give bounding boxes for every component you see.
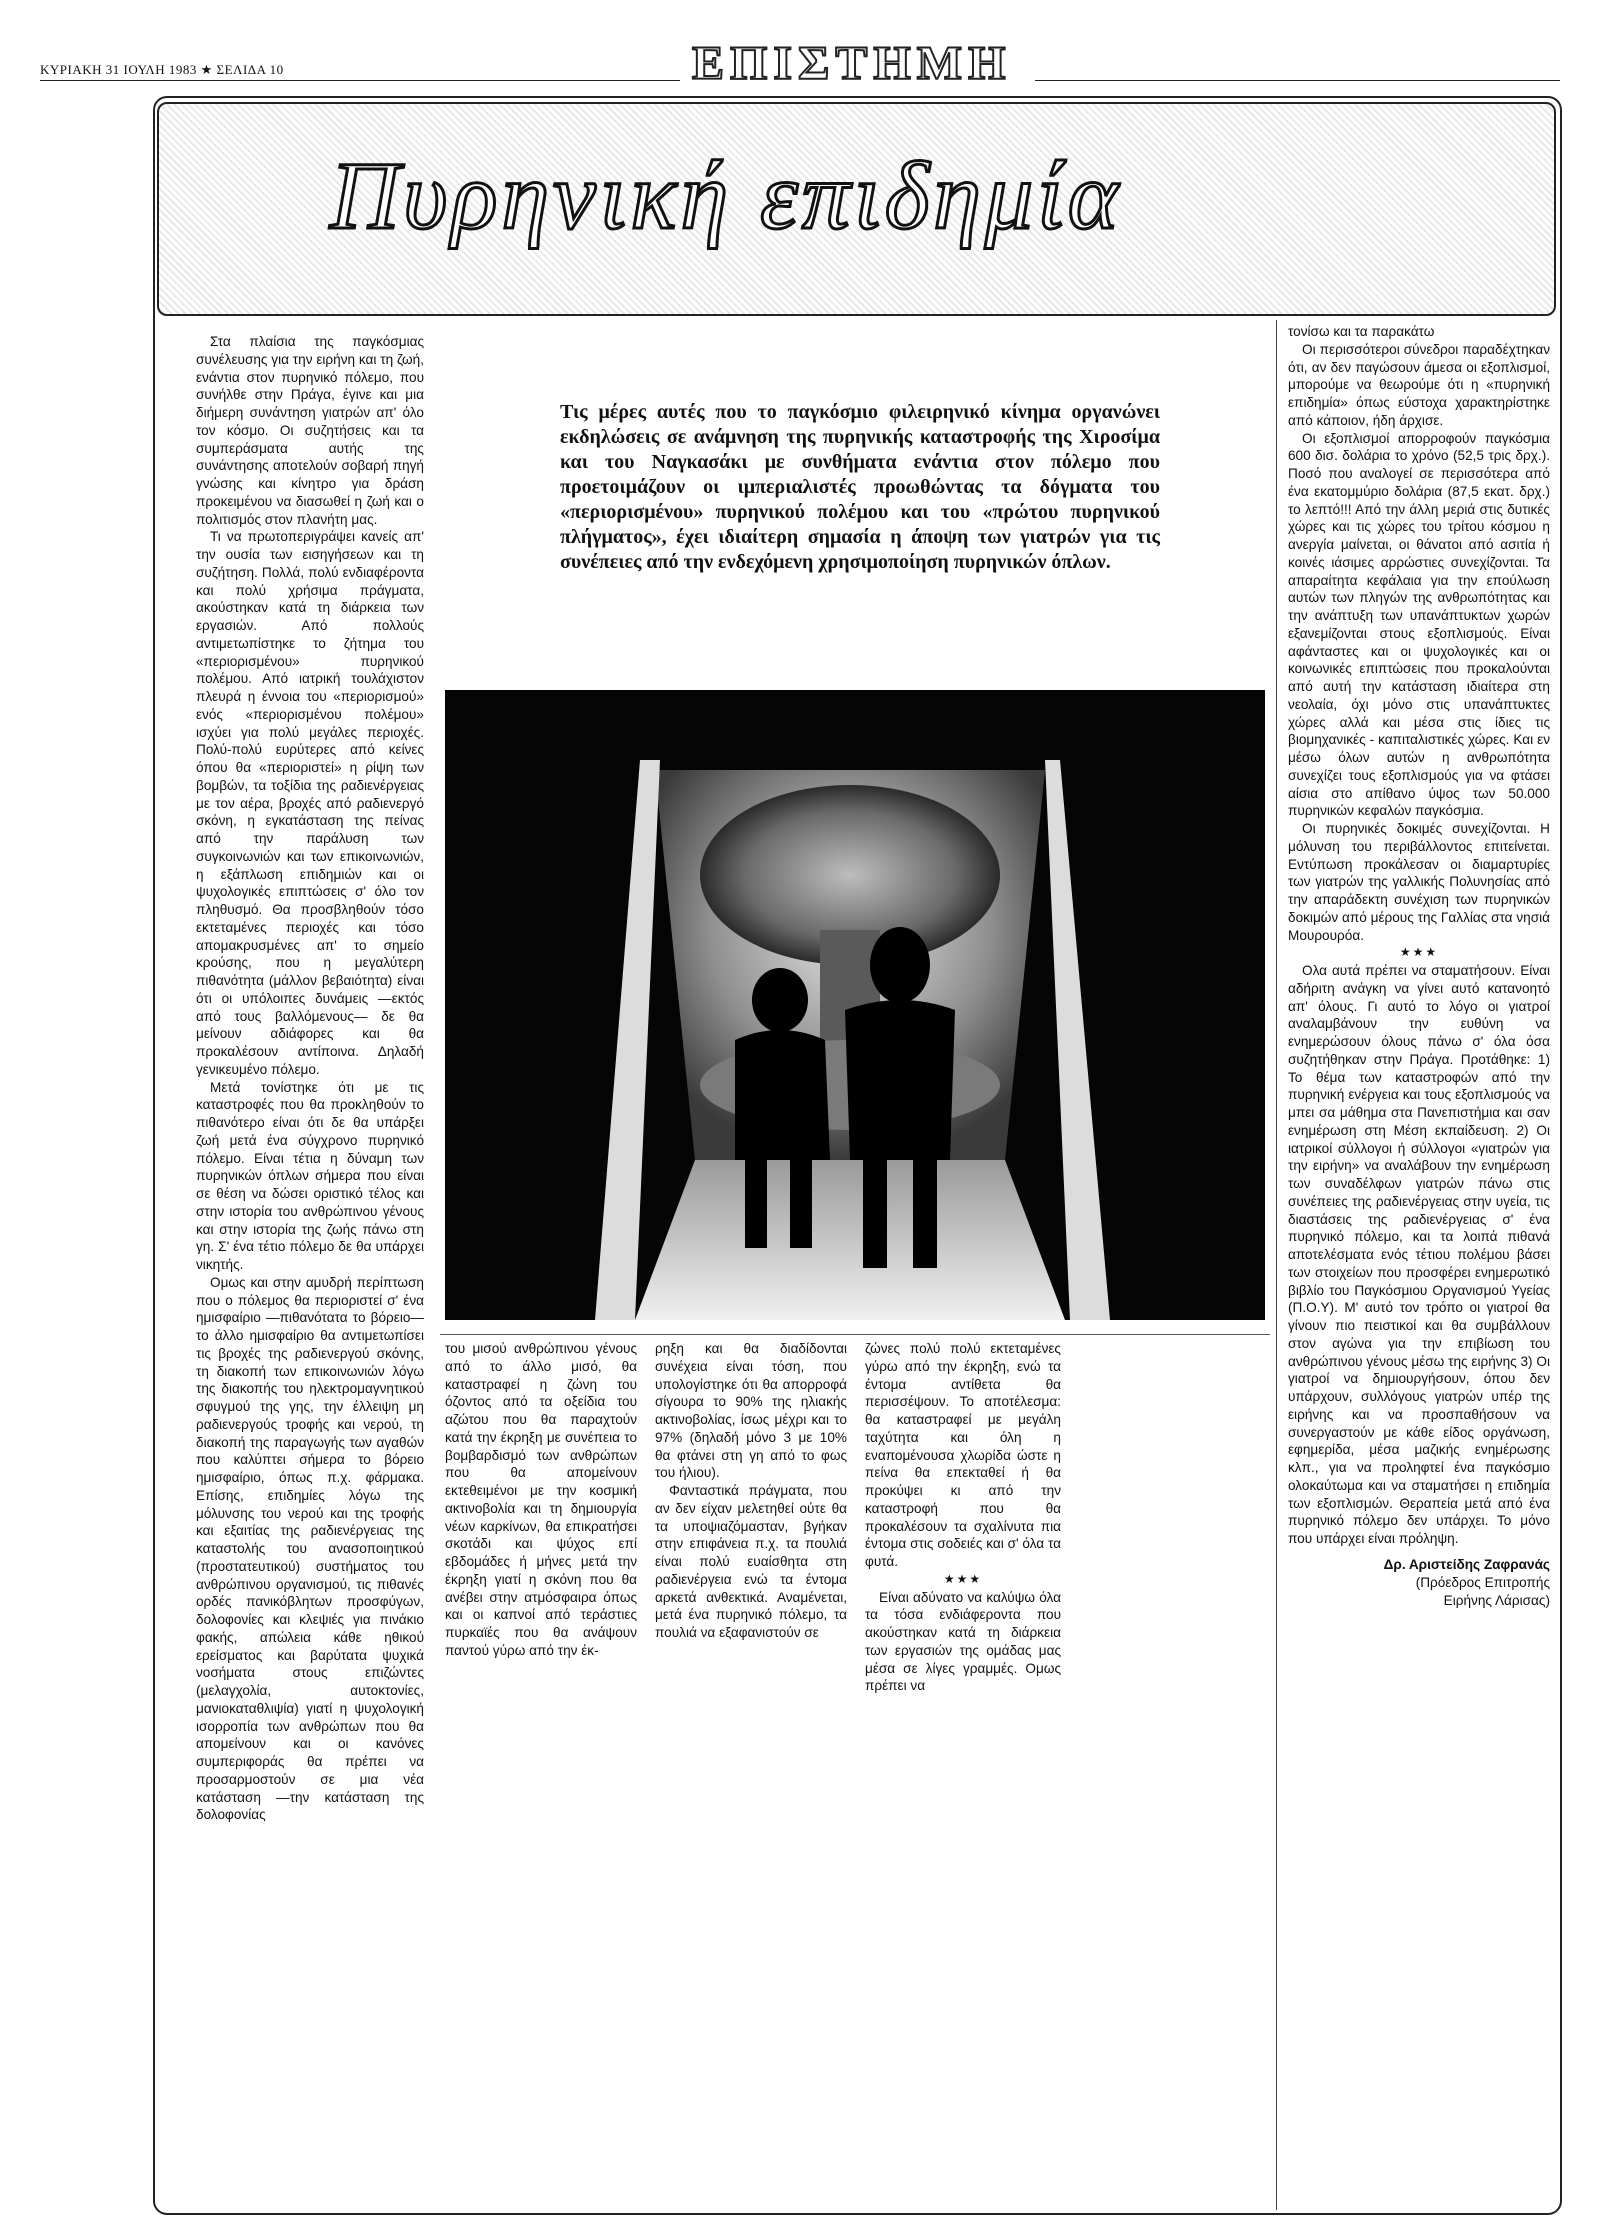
paragraph: ζώνες πολύ πολύ εκτεταμένες γύρω από την έκρηξη, ενώ τα έντομα αντίθετα θα περισσέψουν. Το αποτέλεσμα: θα καταστραφεί με μεγάλη ταχύτητα και όλη η εναπομένουσα χλωρίδα ώστε η πείνα θα επεκταθεί ή θα προκύψει κι από την καταστροφή που θα προκαλέσουν τα σχαλίνυτα πια έντομα στις σοδειές και σ' όλα τα φυτά. bbox=[865, 1341, 1061, 1569]
article-intro: Τις μέρες αυτές που το παγκόσμιο φιλειρηνικό κίνημα οργανώνει εκδηλώσεις σε ανάμνηση της πυρηνικής καταστροφής της Χιροσίμα και του Ναγκασάκι με συνθήματα ενάντια στον πόλεμο που προετοιμάζουν οι ιμπεριαλιστές προωθώντας τα δόγματα του «περιορισμένου» πυρηνικού πολέμου και του «πρώτου πυρηνικού πλήγματος», έχει ιδιαίτερη σημασία η άποψη των γιατρών για τις συνέπειες από την ενδεχόμενη χρησιμοποίηση πυρηνικών όπλων. bbox=[560, 401, 1160, 573]
header-rule-right bbox=[1035, 80, 1560, 81]
column-divider-right bbox=[1276, 320, 1277, 2210]
column-1 bbox=[196, 333, 424, 1824]
stars-divider: ★★★ bbox=[1399, 945, 1439, 960]
signature-name: Δρ. Αριστείδης Ζαφρανάς bbox=[1383, 1556, 1550, 1572]
column-4 bbox=[865, 1340, 1061, 1695]
column-3 bbox=[655, 1340, 847, 1642]
article-title: Πυρηνική επιδημία bbox=[330, 142, 1123, 249]
paragraph: Είναι αδύνατο να καλύψω όλα τα τόσα ενδιάφεροντα που ακούστηκαν κατά τη διάρκεια των εργασιών της ομάδας μας μέσα σε λίγες γραμμές. Ομως πρέπει να bbox=[865, 1589, 1061, 1694]
signature-role: (Πρόεδρος Επιτροπής bbox=[1415, 1574, 1550, 1590]
signature bbox=[1288, 1556, 1550, 1610]
column-5 bbox=[1288, 323, 1550, 1610]
paragraph: τονίσω και τα παρακάτω bbox=[1288, 324, 1435, 339]
signature-role: Ειρήνης Λάρισας) bbox=[1443, 1592, 1550, 1608]
article-photo bbox=[445, 690, 1265, 1320]
header-rule-left bbox=[40, 80, 680, 81]
paragraph: Φανταστικά πράγματα, που αν δεν είχαν μελετηθεί ούτε θα τα υποψιαζόμασταν, βγήκαν στην επιφάνεια π.χ. τα πουλιά είναι πολύ ευαίσθητα στη ραδιενέργεια ενώ τα έντομα αρκετά ανθεκτικά. Αναμένεται, μετά ένα πυρηνικό πόλεμο, τα πουλιά να εξαφανιστούν σε bbox=[655, 1483, 847, 1640]
paragraph: Τι να πρωτοπεριγράψει κανείς απ' την ουσία των εισηγήσεων και τη συζήτηση. Πολλά, πολύ ενδιαφέροντα και πολύ χρήσιμα πράγματα, ακούστηκαν κατά τη διάρκεια των εργασιών. Από πολλούς αντιμετωπίστηκε το ζήτημα του «περιορισμένου» πυρηνικού πολέμου. Από ιατρική τουλάχιστον πλευρά η έννοια του «περιορισμού» ενός «περιορισμένου πολέμου» ισχύει για πολύ μεγάλες περιοχές. Πολύ-πολύ ευρύτερες από κείνες όπου θα «περιοριστεί» η ρίψη των βομβών, τα τοξίδια της ραδιενέργειας με τον αέρα, βροχές από ραδιενεργό σκόνη, η εγκατάσταση της πείνας από την παράλυση των συγκοινωνιών και των επικοινωνιών, η εξάπλωση επιδημιών και οι ψυχολογικές επιπτώσεις σ' όλο τον πληθυσμό. Θα προσβληθούν τόσο εκτεταμένες περιοχές και τόσο απομακρυσμένες απ' το σημείο κρούσης, που η μεγαλύτερη πιθανότητα (μάλλον βεβαιότητα) είναι ότι οι υπόλοιπες δυνάμεις —εκτός από τους βαλλόμενους— δε θα μείνουν αδιάφορες και θα προκαλέσουν αντίποινα. Δηλαδή γενικευμένο πόλεμο. bbox=[196, 529, 424, 1077]
header-date-page: ΚΥΡΙΑΚΗ 31 ΙΟΥΛΗ 1983 ★ ΣΕΛΙΔΑ 10 bbox=[40, 62, 284, 77]
bottom-rule bbox=[440, 1334, 1270, 1335]
paragraph: Μετά τονίστηκε ότι με τις καταστροφές που θα προκληθούν το πιθανότερο είναι ότι δε θα υπάρξει ζωή μετά ένα σύγχρονο πυρηνικό πόλεμο. Είναι τέτια η δύναμη των πυρηνικών όπλων σήμερα που είναι σε θέση να δώσει οριστικό τέλος και στην ιστορία του ανθρώπινου γένους και στην ιστορία της ζωής πάνω στη γη. Σ' ένα τέτιο πόλεμο δε θα υπάρχει νικητής. bbox=[196, 1079, 424, 1272]
paragraph: Οι εξοπλισμοί απορροφούν παγκόσμια 600 δισ. δολάρια το χρόνο (52,5 τρις δρχ.). Ποσό που αναλογεί σε περισσότερα από ένα εκατομμύριο δολάρια (87,5 εκατ. δρχ.) το λεπτό!!! Από την άλλη μεριά στις δυτικές χώρες και τις χώρες του τρίτου κόσμου η ανεργία μαίνεται, οι θάνατοι από ασιτία ή κοινές ιάσιμες αρρώστιες συνεχίζονται. Τα απαραίτητα κεφάλαια για την επούλωση αυτών των πληγών της ανθρωπότητας και την ανάπτυξη των υπανάπτυκτων χωρών εξανεμίζονται στους εξοπλισμούς. Είναι αφάνταστες και οι ψυχολογικές και οι κοινωνικές επιπτώσεις που προκαλούνται από αυτή την κατάσταση ιδιαίτερα στη νεολαία, όχι μόνο στις υπανάπτυκτες χώρες αλλά και μέσα στις ίδιες τις βιομηχανικές - καπιταλιστικές χώρες. Και εν μέσω όλων αυτών η ανθρωπότητα συνεχίζει τους εξοπλισμούς για να φτάσει αίσια στο απίθανο ύψος των 50.000 πυρηνικών κεφαλών παγκόσμια. bbox=[1288, 430, 1550, 819]
stars-divider: ★★★ bbox=[943, 1571, 983, 1586]
paragraph: Οι περισσότεροι σύνεδροι παραδέχτηκαν ότι, αν δεν παγώσουν άμεσα οι εξοπλισμοί, μπορούμε να θεωρούμε ότι η «πυρηνική επιδημία» όπως εύστοχα χαρακτηρίστηκε από κάποιον, ήδη άρχισε. bbox=[1288, 341, 1550, 428]
section-title: ΕΠΙΣΤΗΜΗ bbox=[692, 37, 1012, 90]
paragraph: Οι πυρηνικές δοκιμές συνεχίζονται. Η μόλυνση του περιβάλλοντος επιτείνεται. Εντύπωση προκάλεσαν οι διαμαρτυρίες των γιατρών της γαλλικής Πολυνησίας από την απαράδεκτη συνέχιση των πυρηνικών δοκιμών από μέρους της Γαλλίας στα νησιά Μουρουρόα. bbox=[1288, 821, 1550, 943]
paragraph: ρηξη και θα διαδίδονται συνέχεια είναι τόση, που υπολογίστηκε ότι θα απορροφά σίγουρα το 90% της ηλιακής ακτινοβολίας, ίσως μέχρι και το 97% (δηλαδή μόνο 3 με 10% θα φτάνει στη γη από το φως του ήλιου). bbox=[655, 1341, 847, 1481]
paragraph: Ολα αυτά πρέπει να σταματήσουν. Είναι αδήριτη ανάγκη να γίνει αυτό κατανοητό απ' όλους. Γι αυτό το λόγο οι γιατροί αναλαμβάνουν την ευθύνη να ενημερώσουν όλους πάνω σ' όλα όσα συζητήθηκαν στην Πράγα. Προτάθηκε: 1) Το θέμα των καταστροφών από την πυρηνική ενέργεια και τους εξοπλισμούς να μπει σα μάθημα στα Πανεπιστήμια και σαν ενημέρωση στη Μέση εκπαίδευση. 2) Οι ιατρικοί σύλλογοι ή σύλλογοι «γιατρών για την ειρήνη» να αναλάβουν την ενημέρωση των συναδέλφων γιατρών πάνω στις συνέπειες της ραδιενέργειας στην υγεία, τις διαστάσεις της ραδιενέργειας σ' ένα πυρηνικό πόλεμο, και τα λοιπά πιθανά αποτελέσματα ενός τέτιου πολέμου βάσει των στοιχείων που προσφέρει ενημερωτικό βιβλίο του Παγκόσμιου Οργανισμού Υγείας (Π.Ο.Υ). Μ' αυτό τον τρόπο οι γιατροί θα γίνουν πιο πειστικοί και θα συμβάλλουν στον αγώνα για την επιβίωση του ανθρώπινου γένους μέσω της ειρήνης 3) Οι γιατροί να δημιουργήσουν, όπου δεν υπάρχουν, συλλόγους γιατρών υπέρ της ειρήνης και να προσπαθήσουν να συνεργαστούν με κάθε είδος οργάνωση, εφημερίδα, μέσα μαζικής ενημέρωσης κλπ., για να προληφτεί ένα παγκόσμιο ολοκαύτωμα και να σταματήσει η επιδημία των εξοπλισμών. Θεραπεία μετά από ένα πυρηνικό πόλεμο δεν υπάρχει. Το μόνο που υπάρχει είναι πρόληψη. bbox=[1288, 963, 1550, 1546]
column-2 bbox=[445, 1340, 637, 1660]
photo-illustration bbox=[445, 690, 1265, 1320]
paragraph: Στα πλαίσια της παγκόσμιας συνέλευσης για την ειρήνη και τη ζωή, ενάντια στον πυρηνικό πόλεμο, που συνήλθε στην Πράγα, έγινε και μια διήμερη συνάντηση γιατρών απ' όλο τον κόσμο. Οι συζητήσεις και τα συμπεράσματα αυτής της συνάντησης αποτελούν σοβαρή πηγή γνώσης και κίνητρο για δράση προκειμένου να διασωθεί η ζωή και ο πολιτισμός στον πλανήτη μας. bbox=[196, 334, 424, 527]
paragraph: του μισού ανθρώπινου γένους από το άλλο μισό, θα καταστραφεί η ζώνη του όζοντος από τα οξείδια του αζώτου που θα παραχτούν κατά την έκρηξη με συνέπεια το βομβαρδισμό των ανθρώπων που θα απομείνουν εκτεθειμένοι με την κοσμική ακτινοβολία και τη δημιουργία νέων καρκίνων, θα επικρατήσει σκοτάδι και ψύχος επί εβδομάδες ή μήνες μετά την έκρηξη γιατί η σκόνη που θα ανέβει στην ατμόσφαιρα όπως και οι καπνοί από τεράστιες πυρκαϊές που θα ανάψουν παντού γύρω από την έκ- bbox=[445, 1341, 637, 1658]
paragraph: Ομως και στην αμυδρή περίπτωση που ο πόλεμος θα περιοριστεί σ' ένα ημισφαίριο —πιθανότατα το βόρειο— το άλλο ημισφαίριο θα αντιμετωπίσει τις βροχές της ραδιενεργού σκόνης, τη διακοπή των επικοινωνιών λόγω της διακοπής του ηλεκτρομαγνητικού σφυγμού της γης, την έλλειψη μη ραδιενεργούς τροφής και νερού, τη διακοπή της παραγωγής των αγαθών που καλύπτει σήμερα το βόρειο ημισφαίριο, όπως π.χ. φάρμακα. Επίσης, επιδημίες λόγω της μόλυνσης του νερού και της τροφής και εξαιτίας της ραδιενέργειας της καταστολής του ανασοποιητικού (προστατευτικού) συστήματος του ανθρώπινου οργανισμού, τις πιθανές ορδές πανικόβλητων προσφύγων, δολοφονίες και κλεψιές για πινάκιο φακής, απώλεια κάθε ηθικού ερείσματος και βαρύτατα ψυχικά νοσήματα στους επιζώντες (μελαγχολία, αυτοκτονίες, μανιοκαταθλιψία) γιατί η ψυχολογική ισορροπία των ανθρώπων που θα απομείνουν και οι κανόνες συμπεριφοράς θα πρέπει να προσαρμοστούν σε μια νέα κατάσταση —την κατάσταση της δολοφονίας bbox=[196, 1274, 424, 1823]
